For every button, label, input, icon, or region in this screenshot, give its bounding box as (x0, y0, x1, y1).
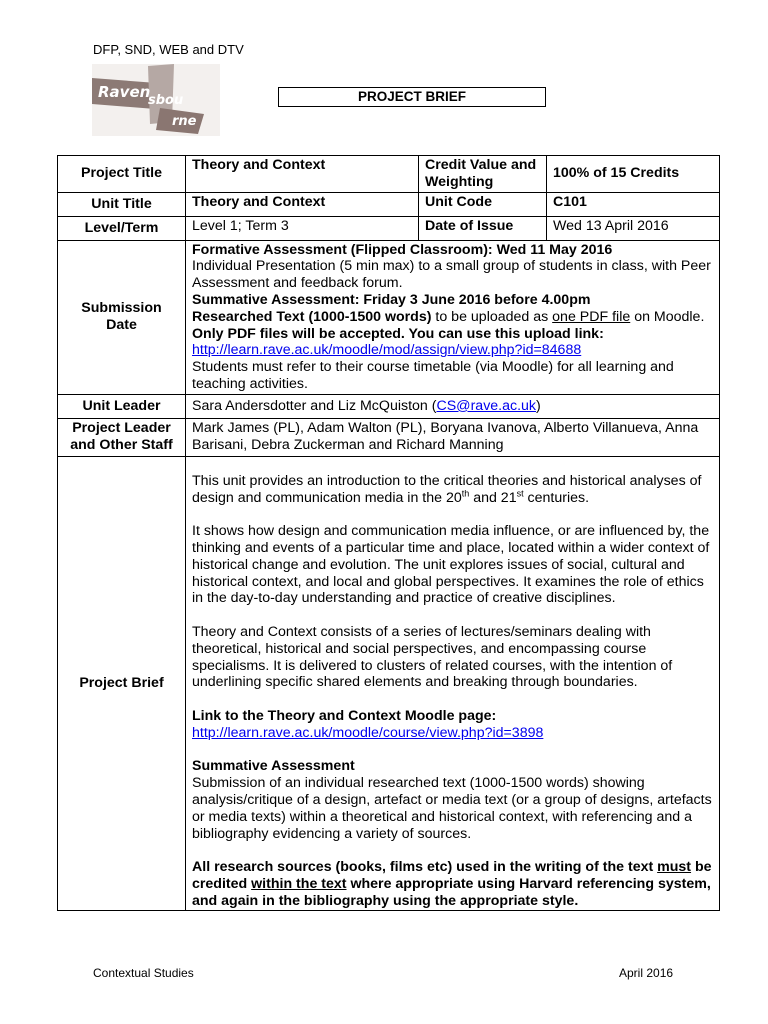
row-unit-title (58, 192, 720, 216)
row-unit-leader (58, 394, 720, 418)
brief-moodle (192, 708, 713, 742)
value-unit-code: C101 (547, 192, 720, 216)
label-level-term: Level/Term (58, 216, 186, 240)
value-date-of-issue: Wed 13 April 2016 (547, 216, 720, 240)
project-brief-table (57, 155, 720, 911)
label-credit-value: Credit Value and Weighting (419, 156, 547, 193)
summative-heading: Summative Assessment (192, 758, 355, 775)
project-brief-content (186, 456, 720, 911)
row-submission-date (58, 240, 720, 394)
footer-left: Contextual Studies (93, 966, 194, 980)
ravensbourne-logo (92, 64, 220, 136)
upload-link[interactable]: http://learn.rave.ac.uk/moodle/mod/assign/view.php?id=84688 (192, 342, 582, 359)
row-project-staff (58, 418, 720, 456)
row-project-title (58, 156, 720, 193)
submission-details (186, 240, 720, 394)
researched-text-label: Researched Text (1000-1500 words) (192, 308, 432, 325)
value-unit-leader: Sara Andersdotter and Liz McQuiston (CS@rave.ac.uk) (186, 394, 720, 418)
brief-structure: Theory and Context consists of a series of lectures/seminars dealing with theoretical, historical and social perspectives, and encompassing course specialisms. It is delivered to clusters of related courses, with the intention of underlining specific shared elements and breaking through boundaries. (192, 623, 673, 691)
one-pdf-file: one PDF file (552, 308, 631, 325)
label-project-title: Project Title (58, 156, 186, 193)
label-unit-title: Unit Title (58, 192, 186, 216)
moodle-course-link[interactable]: http://learn.rave.ac.uk/moodle/course/view.php?id=3898 (192, 724, 544, 741)
logo-text-rne: rne (172, 114, 197, 129)
formative-heading: Formative Assessment (Flipped Classroom): Wed 11 May 2016 (192, 241, 613, 258)
brief-influence: It shows how design and communication media influence, or are influenced by, the thinking and events of a particular time and place, located within a wider context of historical change and evolution. The unit explores issues of social, cultural and historical context, and local and global perspectives. It examines the role of ethics in the day-to-day understanding and practice of creative disciplines. (192, 523, 710, 607)
timetable-text: Students must refer to their course timetable (via Moodle) for all learning and teaching activities. (192, 359, 674, 392)
brief-intro: This unit provides an introduction to the critical theories and historical analyses of design and communication media in the 20th and 21st centuries. (192, 472, 702, 506)
moodle-heading: Link to the Theory and Context Moodle page: (192, 707, 497, 724)
unit-leader-email-link[interactable]: CS@rave.ac.uk (436, 397, 537, 414)
brief-summative (192, 758, 713, 842)
formative-text: Individual Presentation (5 min max) to a small group of students in class, with Peer Assessment and feedback forum. (192, 258, 711, 292)
logo-text-raven: Raven (98, 83, 151, 101)
logo-text-sbou: sbou (148, 93, 184, 108)
brief-sources: All research sources (books, films etc) used in the writing of the text must be credited within the text where appropriate using Harvard referencing system, and again in the bibliography using the appropriate style. (192, 859, 712, 909)
row-project-brief (58, 456, 720, 911)
summative-date-heading: Summative Assessment: Friday 3 June 2016 before 4.00pm (192, 291, 591, 308)
value-level-term: Level 1; Term 3 (186, 216, 419, 240)
upload-instructions: Researched Text (1000-1500 words) to be uploaded as one PDF file on Moodle. Only PDF files will be accepted. You can use this upload link: (192, 308, 705, 342)
footer-right: April 2016 (619, 966, 674, 980)
label-unit-leader: Unit Leader (58, 394, 186, 418)
label-date-of-issue: Date of Issue (419, 216, 547, 240)
value-credit: 100% of 15 Credits (547, 156, 720, 193)
pdf-only-notice: Only PDF files will be accepted. You can use this upload link: (192, 325, 604, 342)
label-project-brief: Project Brief (58, 456, 186, 911)
label-submission-date: Submission Date (58, 240, 186, 394)
value-project-staff: Mark James (PL), Adam Walton (PL), Boryana Ivanova, Alberto Villanueva, Anna Barisani, Debra Zuckerman and Richard Manning (186, 418, 720, 456)
header-programmes: DFP, SND, WEB and DTV (93, 42, 244, 57)
label-unit-code: Unit Code (419, 192, 547, 216)
label-project-staff: Project Leader and Other Staff (58, 418, 186, 456)
project-brief-heading: PROJECT BRIEF (278, 87, 546, 107)
value-project-title: Theory and Context (186, 156, 419, 193)
row-level-term (58, 216, 720, 240)
value-unit-title: Theory and Context (186, 192, 419, 216)
summative-text: Submission of an individual researched text (1000-1500 words) showing analysis/critique of a design, artefact or media text (or a group of designs, artefacts or media texts) within a theoretical and historical context, with referencing and a bibliography evidencing a variety of sources. (192, 775, 712, 842)
